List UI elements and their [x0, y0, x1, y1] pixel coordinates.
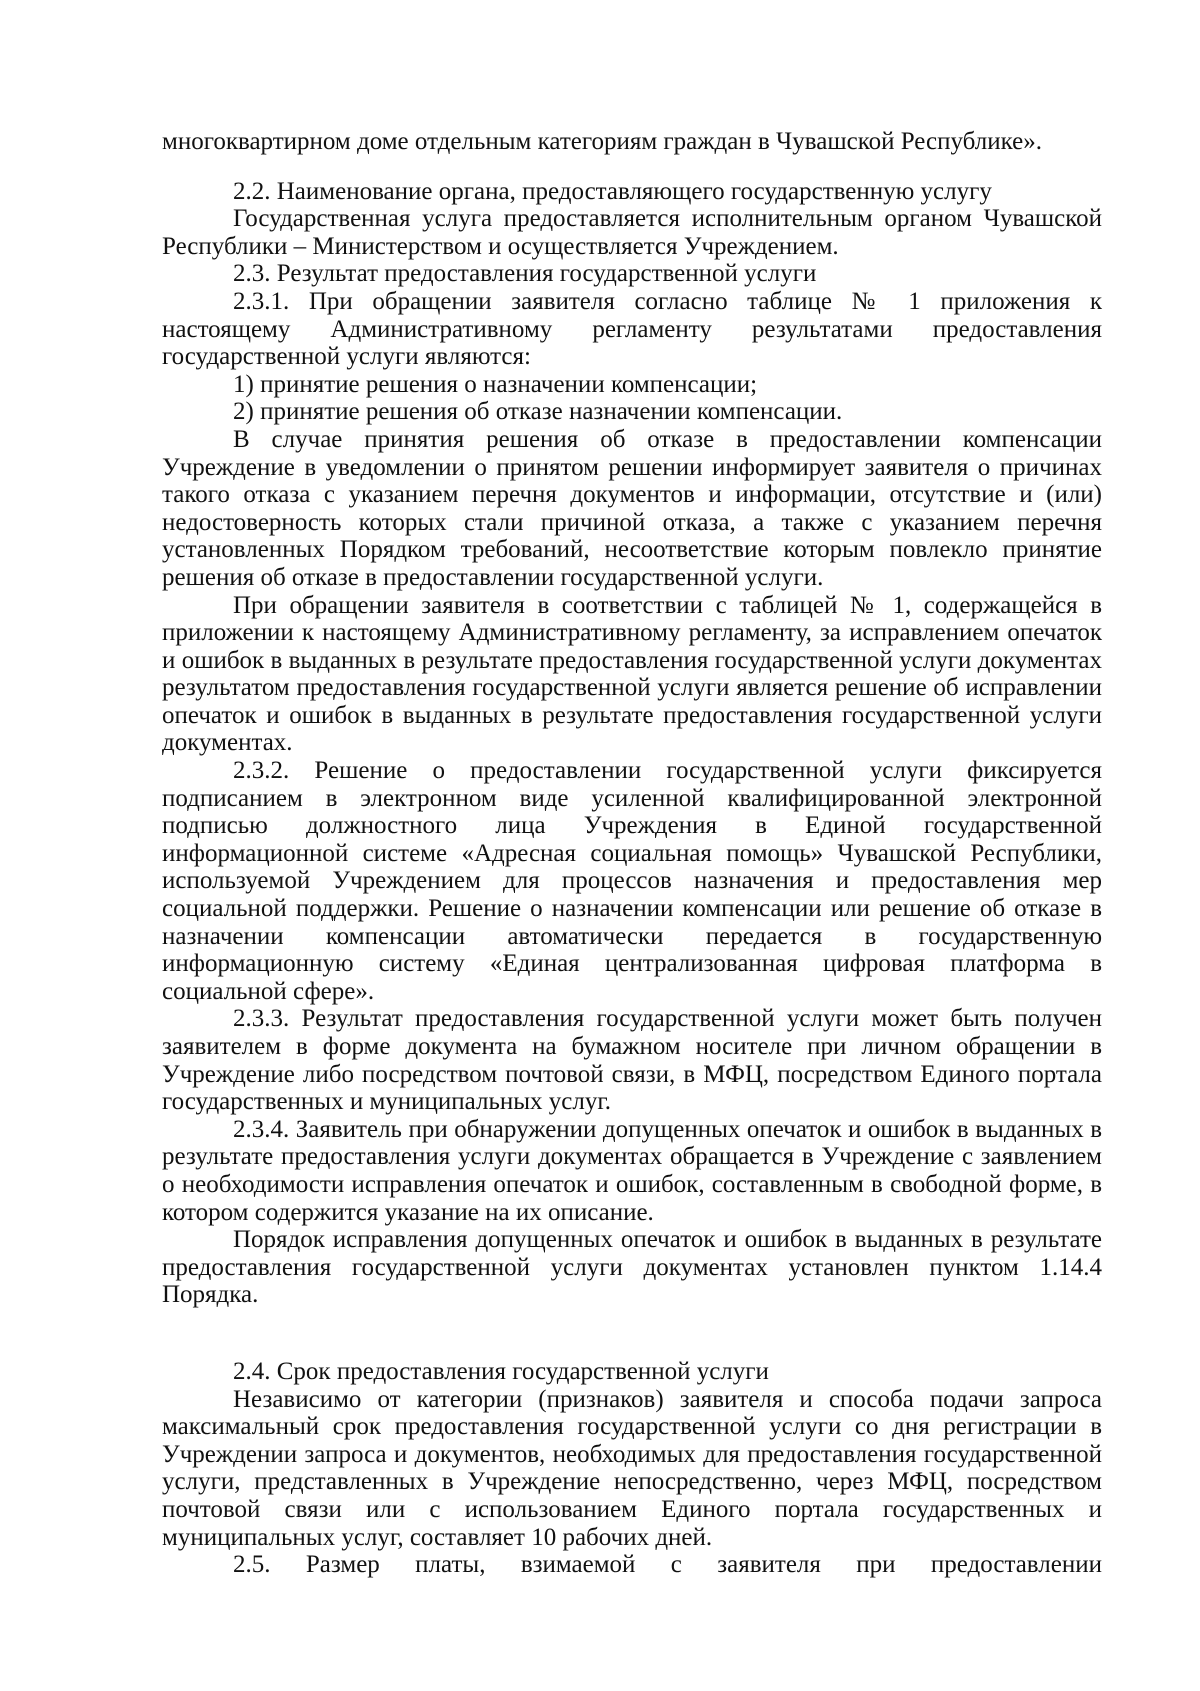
list-item: 2) принятие решения об отказе назначении компенсации.: [233, 398, 843, 426]
spacer: [162, 156, 1102, 178]
paragraph: Порядок исправления допущенных опечаток и ошибок в выданных в результате предоставления государственной услуги документах установлен пунктом 1.14.4 Порядка.: [162, 1226, 1102, 1309]
paragraph: Государственная услуга предоставляется исполнительным органом Чувашской Республики – Министерством и осуществляется Учреждением.: [162, 205, 1102, 260]
paragraph: 2.3.3. Результат предоставления государственной услуги может быть получен заявителем в форме документа на бумажном носителе при личном обращении в Учреждение либо посредством почтовой связи, в МФЦ, посредством Единого портала государственных и муниципальных услуг.: [162, 1005, 1102, 1116]
paragraph: При обращении заявителя в соответствии с таблицей № 1, содержащейся в приложении к настоящему Административному регламенту, за исправлением опечаток и ошибок в выданных в результате предоставления государственной услуги документах результатом предоставления государственной услуги является решение об исправлении опечаток и ошибок в выданных в результате предоставления государственной услуги документах.: [162, 591, 1102, 757]
paragraph: 2.3.2. Решение о предоставлении государственной услуги фиксируется подписанием в электронном виде усиленной квалифицированной электронной подписью должностного лица Учреждения в Единой государственной информационной системе «Адресная социальная помощь» Чувашской Республики, используемой Учреждением для процессов назначения и предоставления мер социальной поддержки. Решение о назначении компенсации или решение об отказе в назначении компенсации автоматически передается в государственную информационную систему «Единая централизованная цифровая платформа в социальной сфере».: [162, 757, 1102, 1005]
paragraph: 2.3.4. Заявитель при обнаружении допущенных опечаток и ошибок в выданных в результате предоставления услуги документах обращается в Учреждение с заявлением о необходимости исправления опечаток и ошибок, составленным в свободной форме, в котором содержится указание на их описание.: [162, 1115, 1102, 1226]
paragraph-continuation: многоквартирном доме отдельным категориям граждан в Чувашской Республике».: [162, 128, 1042, 155]
paragraph: Независимо от категории (признаков) заявителя и способа подачи запроса максимальный срок предоставления государственной услуги со дня регистрации в Учреждении запроса и документов, необходимых для предоставления государственной услуги, представленных в Учреждение непосредственно, через МФЦ, посредством почтовой связи или с использованием Единого портала государственных и муниципальных услуг, составляет 10 рабочих дней.: [162, 1385, 1102, 1551]
document-page: [162, 128, 1102, 1579]
paragraph: 2.3.1. При обращении заявителя согласно таблице № 1 приложения к настоящему Административному регламенту результатами предоставления государственной услуги являются:: [162, 287, 1102, 371]
spacer: [162, 1309, 1102, 1358]
section-heading-2-2: 2.2. Наименование органа, предоставляющего государственную услугу: [233, 177, 992, 205]
paragraph: В случае принятия решения об отказе в предоставлении компенсации Учреждение в уведомлении о принятом решении информирует заявителя о причинах такого отказа с указанием перечня документов и информации, отсутствие и (или) недостоверность которых стали причиной отказа, а также с указанием перечня установленных Порядком требований, несоответствие которым повлекло принятие решения об отказе в предоставлении государственной услуги.: [162, 425, 1102, 591]
list-item: 1) принятие решения о назначении компенсации;: [233, 370, 758, 398]
section-heading-2-3: 2.3. Результат предоставления государственной услуги: [233, 260, 817, 288]
section-heading-2-5: 2.5. Размер платы, взимаемой с заявителя при предоставлении: [233, 1551, 1102, 1579]
section-heading-2-4: 2.4. Срок предоставления государственной услуги: [233, 1357, 769, 1385]
